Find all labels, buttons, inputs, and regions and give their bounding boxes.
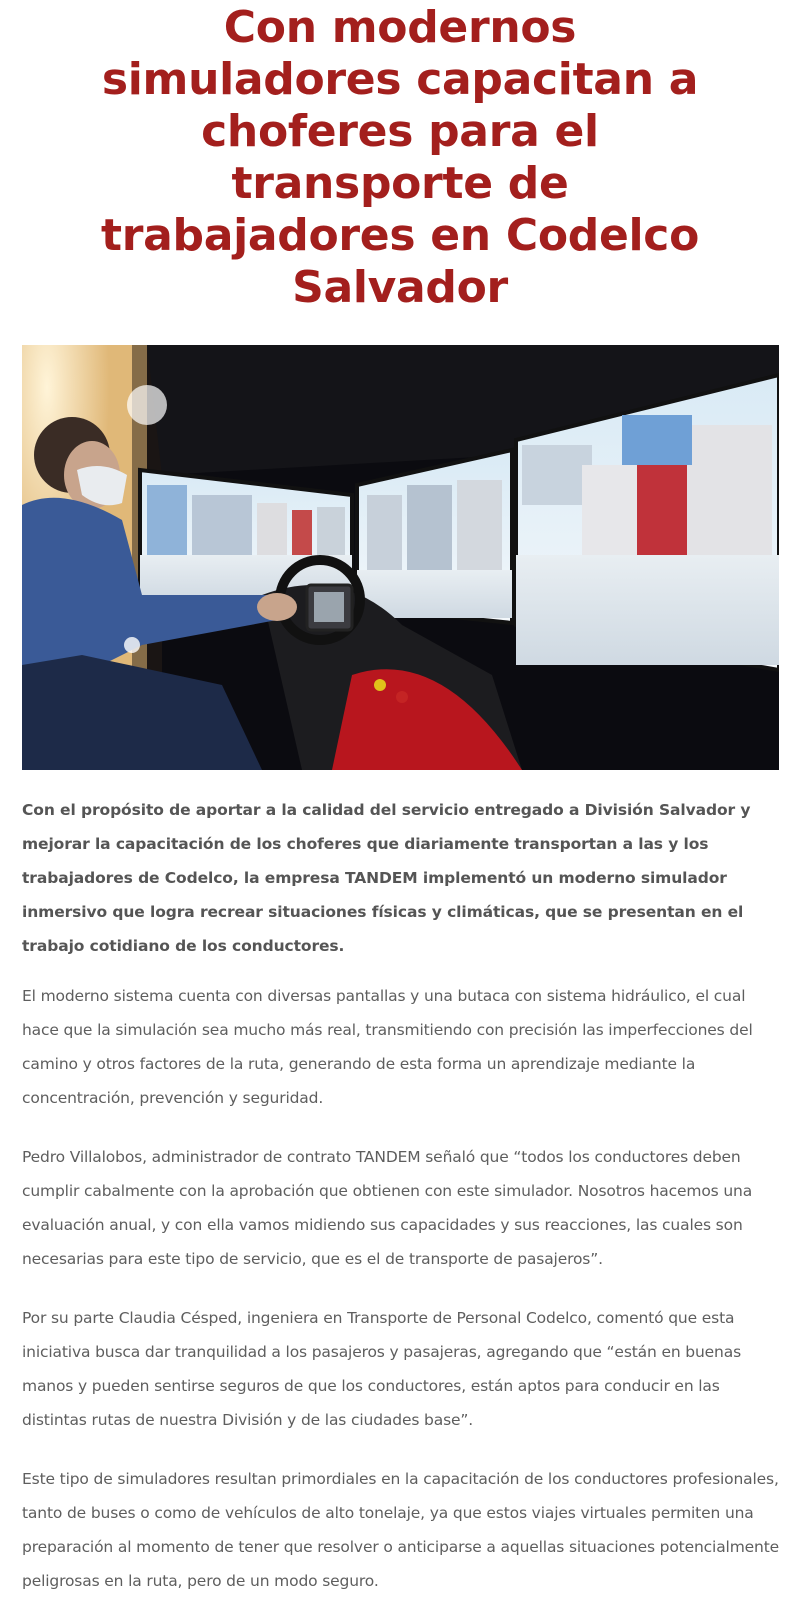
article-paragraph: Este tipo de simuladores resultan primordiales en la capacitación de los conductores profesionales, tanto de buses o como de vehículos de alto tonelaje, ya que estos viajes virtuales permiten una preparación al momento de tener que resolver o anticiparse a aquellas situaciones potencialmente peligrosas en la ruta, pero de un modo seguro. [22,1470,780,1590]
article-body [22,793,784,1598]
article-paragraph: El moderno sistema cuenta con diversas pantallas y una butaca con sistema hidráulico, el cual hace que la simulación sea mucho más real, transmitiendo con precisión las imperfecciones del camino y otros factores de la ruta, generando de esta forma un aprendizaje mediante la concentración, prevención y seguridad. [22,987,753,1107]
article-paragraph: Pedro Villalobos, administrador de contrato TANDEM señaló que “todos los conductores deben cumplir cabalmente con la aprobación que obtienen con este simulador. Nosotros hacemos una evaluación anual, y con ella vamos midiendo sus capacidades y sus reacciones, las cuales son necesarias para este tipo de servicio, que es el de transporte de pasajeros”. [22,1148,753,1268]
article-paragraph: Por su parte Claudia Césped, ingeniera en Transporte de Personal Codelco, comentó que esta iniciativa busca dar tranquilidad a los pasajeros y pasajeras, agregando que “están en buenas manos y pueden sentirse seguros de que los conductores, están aptos para conducir en las distintas rutas de nuestra División y de las ciudades base”. [22,1309,742,1429]
article-title: Con modernos simuladores capacitan a choferes para el transporte de trabajadores en Codelco Salvador [101,2,699,313]
article-photo [22,345,779,770]
driving-simulator-photo-icon [22,345,779,770]
article-lead: Con el propósito de aportar a la calidad del servicio entregado a División Salvador y mejorar la capacitación de los choferes que diariamente transportan a las y los trabajadores de Codelco, la empresa TANDEM implementó un moderno simulador inmersivo que logra recrear situaciones físicas y climáticas, que se presentan en el trabajo cotidiano de los conductores. [22,801,751,955]
